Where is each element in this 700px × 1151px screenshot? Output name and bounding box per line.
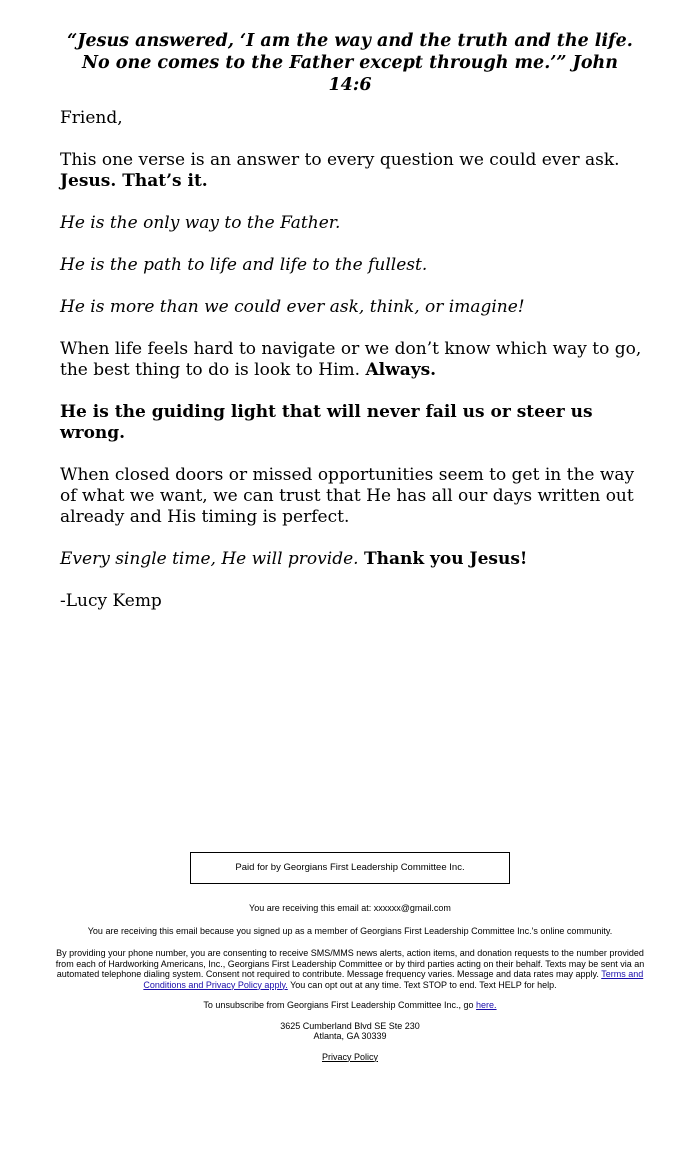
mailing-address — [0, 1021, 700, 1042]
paragraph-provide-italic: Every single time, He will provide. — [60, 549, 359, 569]
letter-body — [60, 108, 650, 633]
sms-consent-notice — [54, 948, 646, 990]
signature: -Lucy Kemp — [60, 591, 162, 611]
recipient-email-notice — [0, 903, 700, 914]
paid-for-disclaimer: Paid for by Georgians First Leadership Committee Inc. — [235, 861, 465, 873]
sms-consent-tail: You can opt out at any time. Text STOP to end. Text HELP for help. — [287, 979, 557, 990]
recipient-email-address: xxxxxx@gmail.com — [373, 903, 451, 913]
privacy-policy — [0, 1052, 700, 1063]
paragraph-path-to-life: He is the path to life and life to the fullest. — [60, 255, 428, 275]
privacy-policy-link[interactable]: Privacy Policy — [321, 1051, 378, 1062]
paragraph-closed-doors: When closed doors or missed opportunities seem to get in the way of what we want, we can trust that He has all our days written out already and His timing is perfect. — [60, 465, 635, 527]
paragraph-navigate-text: When life feels hard to navigate or we don’t know which way to go, the best thing to do is look to Him. — [60, 339, 642, 380]
paragraph-answer-emphasis: Jesus. That’s it. — [60, 171, 208, 191]
sms-consent-text: By providing your phone number, you are consenting to receive SMS/MMS news alerts, action items, and donation requests to the number provided from each of Hardworking Americans, Inc., Georgians First Leadership Committee or by third parties acting on their behalf. Texts may be sent via an automated telephone dialing system. Consent not required to contribute. Message frequency varies. Message and data rates may apply. — [55, 948, 645, 979]
paragraph-navigate — [60, 339, 650, 381]
recipient-email-prefix: You are receiving this email at: — [249, 903, 374, 913]
paragraph-provide — [60, 549, 650, 570]
paid-for-disclaimer-box — [190, 852, 510, 884]
paragraph-answer-text: This one verse is an answer to every question we could ever ask. — [60, 150, 620, 170]
paragraph-answer — [60, 150, 650, 192]
greeting: Friend, — [60, 108, 123, 128]
unsubscribe-text: To unsubscribe from Georgians First Leadership Committee Inc., go — [203, 1000, 477, 1010]
address-line-1: 3625 Cumberland Blvd SE Ste 230 — [280, 1020, 420, 1031]
paragraph-provide-emphasis: Thank you Jesus! — [363, 549, 528, 569]
paragraph-only-way: He is the only way to the Father. — [60, 213, 341, 233]
unsubscribe-notice — [0, 1000, 700, 1011]
subscription-reason: You are receiving this email because you signed up as a member of Georgians First Leadership Committee Inc.'s online community. — [87, 925, 613, 936]
bible-verse-heading: “Jesus answered, ‘I am the way and the truth and the life. No one comes to the Father except through me.’” John 14:6 — [67, 31, 633, 95]
paragraph-guiding-light: He is the guiding light that will never fail us or steer us wrong. — [60, 402, 593, 443]
unsubscribe-link[interactable]: here. — [476, 1000, 497, 1010]
paragraph-navigate-emphasis: Always. — [365, 360, 437, 380]
address-line-2: Atlanta, GA 30339 — [313, 1031, 387, 1041]
terms-and-privacy-link[interactable]: Terms and Conditions and Privacy Policy apply. — [143, 969, 644, 990]
paragraph-more-than: He is more than we could ever ask, think, or imagine! — [60, 297, 525, 317]
email-footer — [0, 852, 700, 1062]
